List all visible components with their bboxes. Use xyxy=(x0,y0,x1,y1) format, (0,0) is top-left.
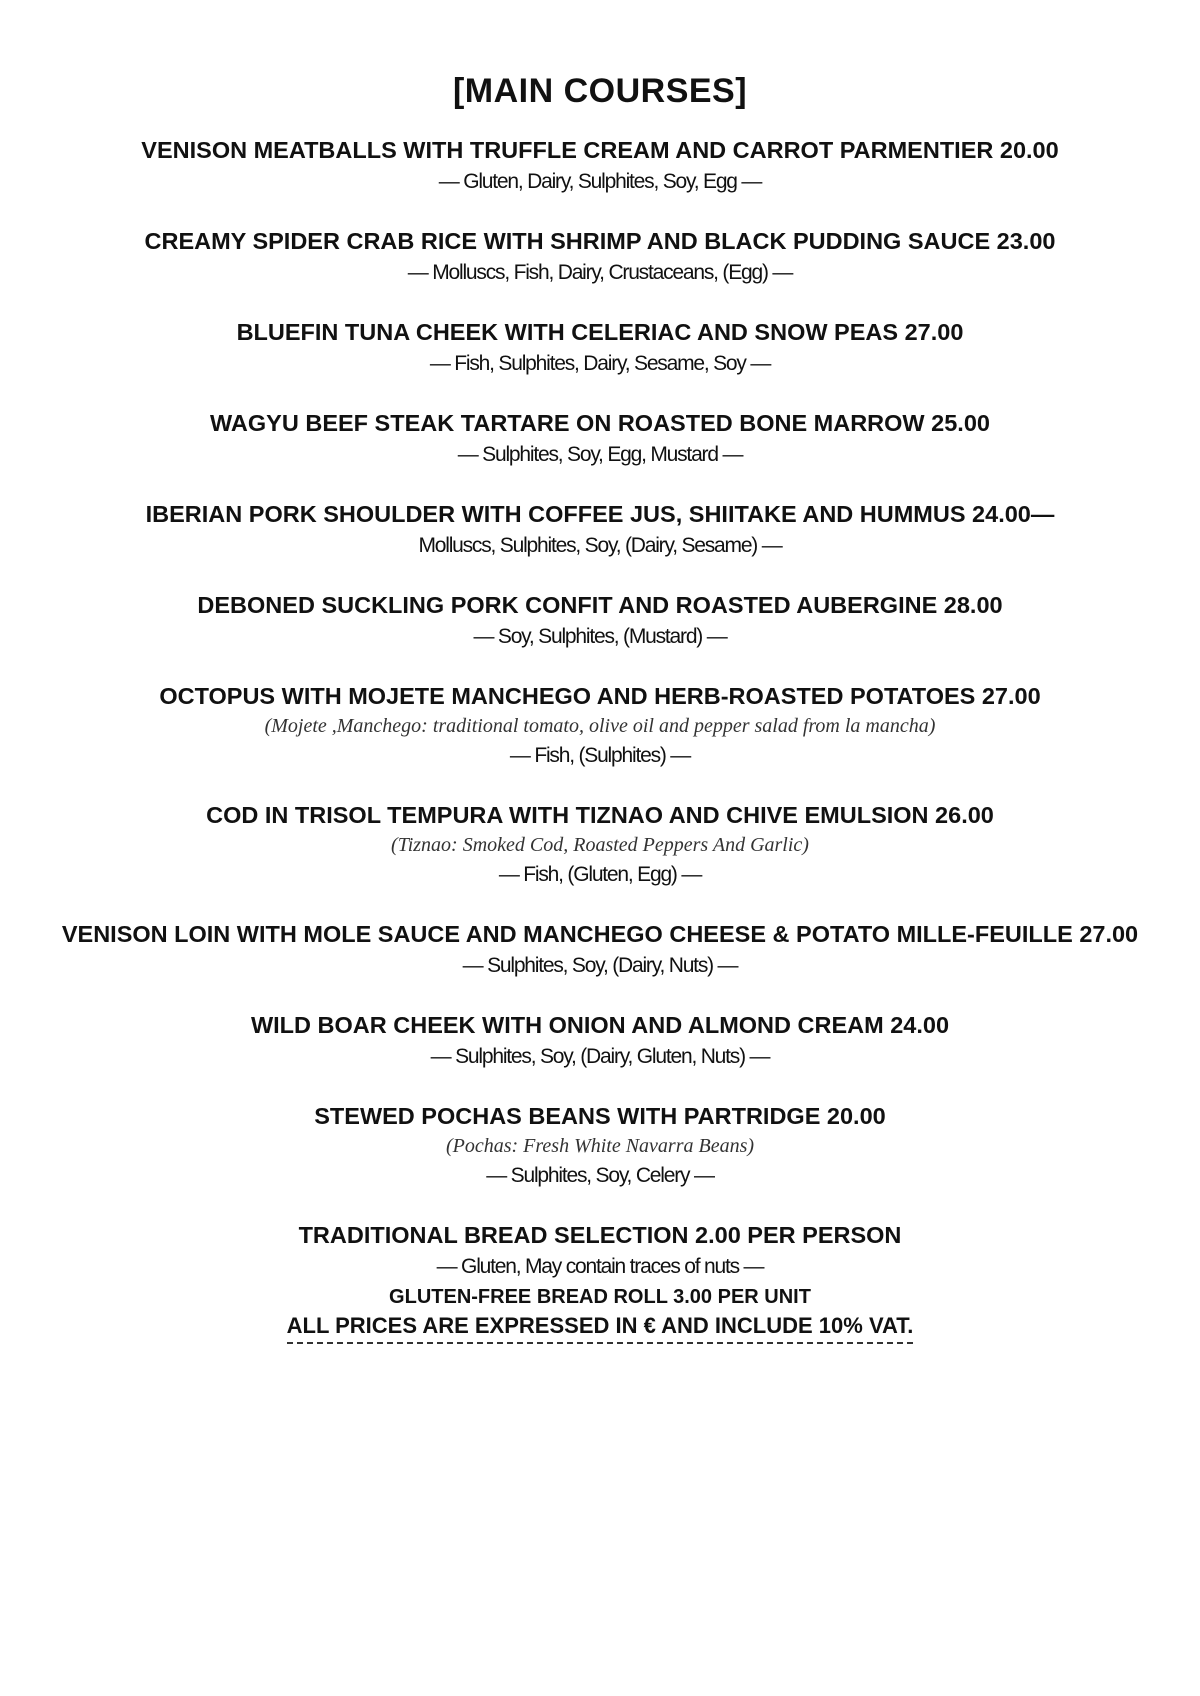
dish-item xyxy=(0,919,1200,982)
vat-note: ALL PRICES ARE EXPRESSED IN € AND INCLUDE 10% VAT. xyxy=(287,1311,914,1344)
dish-allergens: — Fish, (Sulphites) — xyxy=(509,744,691,767)
dish-allergens: — Gluten, Dairy, Sulphites, Soy, Egg — xyxy=(438,170,762,193)
dish-name: WILD BOAR CHEEK WITH ONION AND ALMOND CREAM 24.00 xyxy=(250,1012,950,1038)
menu-title: [MAIN COURSES] xyxy=(452,72,748,110)
dish-name: COD IN TRISOL TEMPURA WITH TIZNAO AND CHIVE EMULSION 26.00 xyxy=(206,802,994,828)
dish-name: DEBONED SUCKLING PORK CONFIT AND ROASTED AUBERGINE 28.00 xyxy=(197,592,1003,618)
dish-name: STEWED POCHAS BEANS WITH PARTRIDGE 20.00 xyxy=(314,1103,886,1129)
bread-allergens: — Gluten, May contain traces of nuts — xyxy=(436,1255,764,1278)
dish-item xyxy=(0,499,1200,562)
bread-name: TRADITIONAL BREAD SELECTION 2.00 PER PERSON xyxy=(298,1222,902,1248)
dish-item xyxy=(0,1101,1200,1192)
dish-allergens: — Molluscs, Fish, Dairy, Crustaceans, (Egg) — xyxy=(407,261,793,284)
dish-allergens: — Sulphites, Soy, (Dairy, Nuts) — xyxy=(462,954,738,977)
dish-item xyxy=(0,408,1200,471)
dish-allergens: Molluscs, Sulphites, Soy, (Dairy, Sesame) — xyxy=(418,534,782,557)
dish-allergens: — Fish, Sulphites, Dairy, Sesame, Soy — xyxy=(429,352,771,375)
gluten-free-roll: GLUTEN-FREE BREAD ROLL 3.00 PER UNIT xyxy=(389,1286,811,1308)
dish-name: OCTOPUS WITH MOJETE MANCHEGO AND HERB-ROASTED POTATOES 27.00 xyxy=(159,683,1041,709)
dish-item xyxy=(0,800,1200,891)
dish-name: VENISON MEATBALLS WITH TRUFFLE CREAM AND CARROT PARMENTIER 20.00 xyxy=(141,137,1059,163)
dish-item xyxy=(0,681,1200,772)
dish-item xyxy=(0,135,1200,198)
dish-item xyxy=(0,1010,1200,1073)
dish-allergens: — Sulphites, Soy, (Dairy, Gluten, Nuts) — xyxy=(430,1045,770,1068)
dish-allergens: — Soy, Sulphites, (Mustard) — xyxy=(473,625,727,648)
dish-allergens: — Fish, (Gluten, Egg) — xyxy=(498,863,702,886)
bread-selection xyxy=(0,1220,1200,1344)
dish-name: WAGYU BEEF STEAK TARTARE ON ROASTED BONE MARROW 25.00 xyxy=(210,410,990,436)
dish-note: (Mojete ,Manchego: traditional tomato, olive oil and pepper salad from la mancha) xyxy=(264,715,936,737)
dish-allergens: — Sulphites, Soy, Egg, Mustard — xyxy=(457,443,743,466)
dish-item xyxy=(0,226,1200,289)
dish-item xyxy=(0,590,1200,653)
dish-name: IBERIAN PORK SHOULDER WITH COFFEE JUS, SHIITAKE AND HUMMUS 24.00— xyxy=(145,501,1055,527)
dish-note: (Tiznao: Smoked Cod, Roasted Peppers And Garlic) xyxy=(391,834,809,856)
dish-name: VENISON LOIN WITH MOLE SAUCE AND MANCHEGO CHEESE & POTATO MILLE-FEUILLE 27.00 xyxy=(61,921,1139,947)
dish-allergens: — Sulphites, Soy, Celery — xyxy=(486,1164,714,1187)
dish-name: BLUEFIN TUNA CHEEK WITH CELERIAC AND SNOW PEAS 27.00 xyxy=(236,319,964,345)
dish-note: (Pochas: Fresh White Navarra Beans) xyxy=(445,1135,755,1157)
dish-name: CREAMY SPIDER CRAB RICE WITH SHRIMP AND BLACK PUDDING SAUCE 23.00 xyxy=(144,228,1056,254)
dish-item xyxy=(0,317,1200,380)
